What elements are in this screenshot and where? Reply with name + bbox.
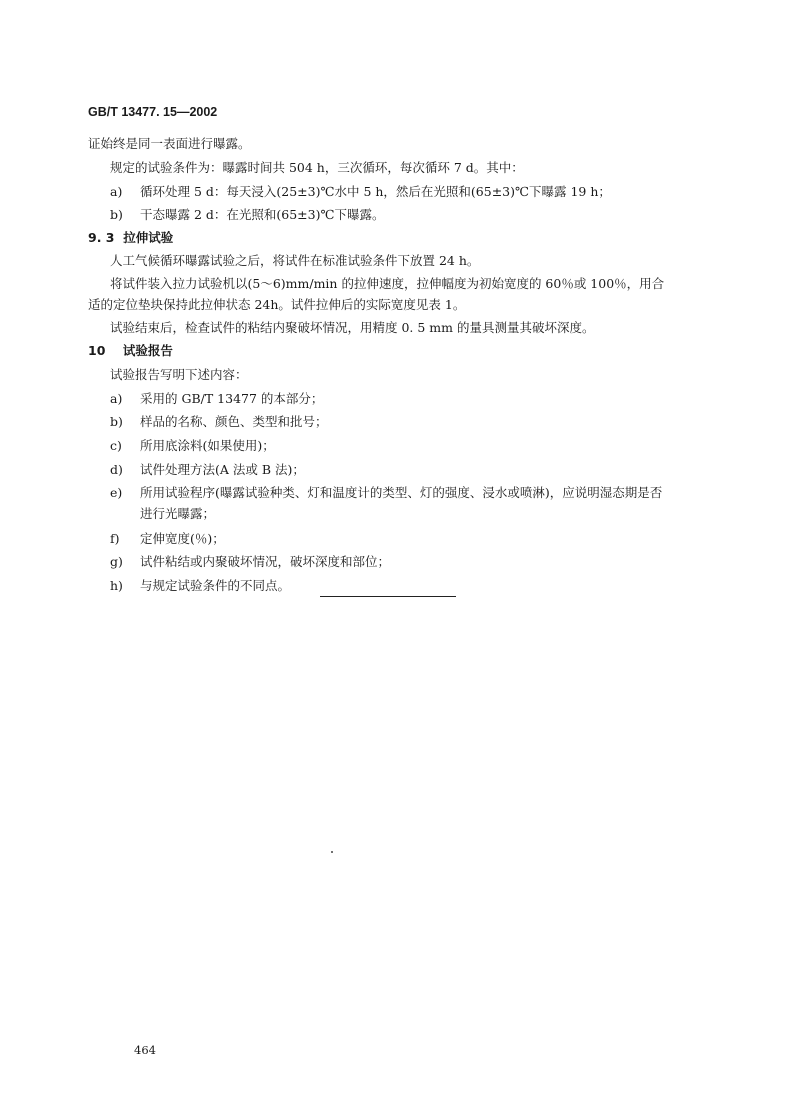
list-item-label: f) xyxy=(110,531,120,546)
list-item-label: a) xyxy=(110,184,123,199)
section-title: 试验报告 xyxy=(122,343,173,358)
paragraph-stretching-line2: 适的定位垫块保持此拉伸状态 24h。试件拉伸后的实际宽度见表 1。 xyxy=(88,297,466,312)
section-number: 10 xyxy=(88,343,106,358)
paragraph-test-conditions: 规定的试验条件为：曝露时间共 504 h，三次循环，每次循环 7 d。其中： xyxy=(110,160,524,175)
list-item-label: d) xyxy=(110,462,123,477)
report-list-item xyxy=(110,461,305,479)
list-item-text: 采用的 GB/T 13477 的本部分； xyxy=(140,391,324,406)
list-item-label: b) xyxy=(110,414,123,429)
list-item-label: g) xyxy=(110,554,123,569)
document-code: GB/T 13477. 15—2002 xyxy=(88,105,218,119)
scan-speck xyxy=(331,851,333,853)
section-heading-10 xyxy=(88,341,173,359)
list-item xyxy=(110,183,611,201)
report-list-item xyxy=(110,413,328,431)
list-item-label: c) xyxy=(110,438,122,453)
report-list-item xyxy=(110,390,323,408)
paragraph-inspection: 试验结束后，检查试件的粘结内聚破坏情况，用精度 0. 5 mm 的量具测量其破坏深度。 xyxy=(110,320,595,335)
list-item-text: 试件粘结或内聚破坏情况，破坏深度和部位； xyxy=(140,554,391,569)
list-item-text: 试件处理方法(A 法或 B 法)； xyxy=(140,462,305,477)
list-item xyxy=(110,206,384,224)
report-list-item xyxy=(110,577,290,595)
list-item-text: 所用试验程序(曝露试验种类、灯和温度计的类型、灯的强度、浸水或喷淋)，应说明湿态期是否 xyxy=(140,485,663,500)
report-list-item-continuation: 进行光曝露； xyxy=(140,506,216,521)
end-rule xyxy=(320,596,456,597)
section-title: 拉伸试验 xyxy=(123,230,174,245)
list-item-text: 干态曝露 2 d：在光照和(65±3)℃下曝露。 xyxy=(140,207,385,222)
list-item-text: 与规定试验条件的不同点。 xyxy=(140,578,291,593)
list-item-label: b) xyxy=(110,207,123,222)
report-list-item xyxy=(110,484,662,502)
report-list-item xyxy=(110,553,390,571)
section-heading-9-3 xyxy=(88,228,173,246)
list-item-text: 定伸宽度(％)； xyxy=(140,531,225,546)
paragraph-report-intro: 试验报告写明下述内容： xyxy=(110,367,248,382)
list-item-text: 循环处理 5 d：每天浸入(25±3)℃水中 5 h，然后在光照和(65±3)℃下曝露 19 h； xyxy=(140,184,611,199)
paragraph-conditioning: 人工气候循环曝露试验之后，将试件在标准试验条件下放置 24 h。 xyxy=(110,253,480,268)
page-number: 464 xyxy=(134,1043,156,1057)
list-item-label: a) xyxy=(110,391,123,406)
report-list-item xyxy=(110,437,275,455)
list-item-text: 样品的名称、颜色、类型和批号； xyxy=(140,414,328,429)
section-number: 9. 3 xyxy=(88,230,115,245)
paragraph-stretching-line1: 将试件装入拉力试验机以(5～6)mm/min 的拉伸速度，拉伸幅度为初始宽度的 60％或 100％，用合 xyxy=(110,276,665,291)
list-item-label: h) xyxy=(110,578,123,593)
report-list-item xyxy=(110,530,225,548)
paragraph-continuation: 证始终是同一表面进行曝露。 xyxy=(88,136,251,151)
list-item-label: e) xyxy=(110,485,123,500)
list-item-text: 所用底涂料(如果使用)； xyxy=(140,438,275,453)
